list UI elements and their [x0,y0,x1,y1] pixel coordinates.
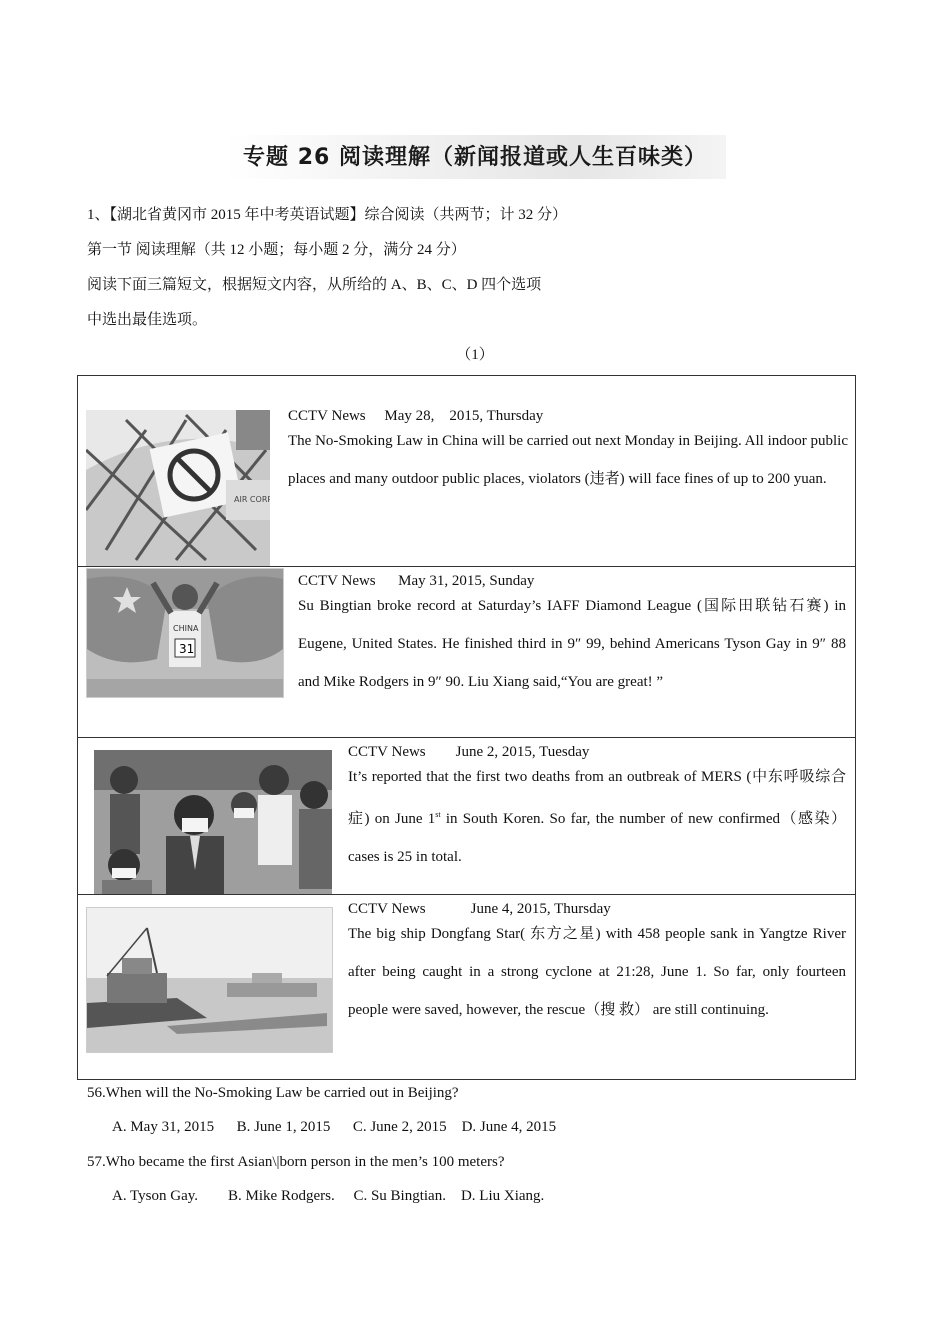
news-table [77,375,856,1080]
no-smoking-photo [86,410,270,566]
intro-line-3: 阅读下面三篇短文，根据短文内容，从所给的 A、B、C、D 四个选项 [87,277,542,293]
question-56: 56.When will the No-Smoking Law be carried out in Beijing? [87,1085,459,1101]
page-title: 专题 26 阅读理解（新闻报道或人生百味类） [243,145,707,170]
intro-line-2: 第一节 阅读理解（共 12 小题；每小题 2 分，满分 24 分） [87,242,466,258]
news-header: CCTV News May 31, 2015, Sunday [298,573,535,589]
svg-text:AIR CORR: AIR CORR [234,495,270,504]
news-row [78,567,855,738]
athlete-photo [86,568,284,698]
svg-text:CHINA: CHINA [173,624,199,633]
section-number: （1） [456,347,494,363]
question-56-options: A. May 31, 2015 B. June 1, 2015 C. June 2, 2015 D. June 4, 2015 [112,1119,557,1135]
news-row [78,738,855,895]
news-body: Su Bingtian broke record at Saturday’s IAFF Diamond League (国际田联钻石赛) in Eugene, United States. He finished third in 9″ 99, behind Americans Tyson Gay in 9″ 88 and Mike Rodgers in 9″ 90. Liu Xiang said,“You are great! ” [298,598,846,690]
news-row [78,895,855,1080]
news-body-start: It’s reported that the first two deaths from an outbreak of MERS (中东呼吸综合症) on June 1 [348,769,846,827]
question-57: 57.Who became the first Asian\|born person in the men’s 100 meters? [87,1154,505,1170]
news-row [78,376,855,567]
news-body: The big ship Dongfang Star( 东方之星) with 458 people sank in Yangtze River after being caught in a strong cyclone at 21:28, June 1. So far, only fourteen people were saved, however, the rescue（搜 救） are still continuing. [348,926,846,1018]
intro-line-4: 中选出最佳选项。 [87,312,208,328]
news-text [348,899,846,1029]
intro-line-1: 1、【湖北省黄冈市 2015 年中考英语试题】综合阅读（共两节；计 32 分） [87,207,568,223]
news-header: CCTV News June 4, 2015, Thursday [348,901,611,917]
masks-photo [94,750,332,894]
news-text [288,406,848,498]
news-body-end: in South Koren. So far, the number of new confirmed（感染）cases is 25 in total. [348,811,846,865]
news-text [298,571,846,701]
question-57-options: A. Tyson Gay. B. Mike Rodgers. C. Su Bingtian. D. Liu Xiang. [112,1188,545,1204]
ordinal-suffix: st [435,810,441,819]
rescue-photo [86,907,333,1053]
news-body: The No-Smoking Law in China will be carried out next Monday in Beijing. All indoor public places and many outdoor public places, violators (违者) will face fines of up to 200 yuan. [288,433,848,487]
svg-text:31: 31 [179,642,195,656]
news-header: CCTV News May 28, 2015, Thursday [288,408,544,424]
news-body [348,758,846,876]
news-header: CCTV News June 2, 2015, Tuesday [348,744,590,760]
news-text [348,742,846,876]
